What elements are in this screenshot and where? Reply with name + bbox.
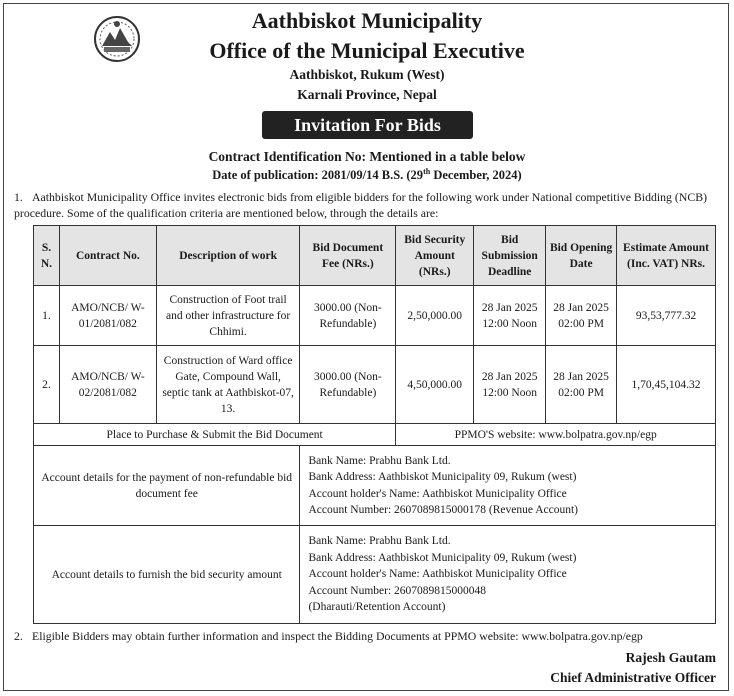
security-account-details — [300, 526, 716, 624]
publication-date: Date of publication: 2081/09/14 B.S. (29th December, 2024) — [212, 167, 522, 183]
cell-opening: 28 Jan 2025 02:00 PM — [546, 286, 617, 346]
col-header-doc-fee: Bid Document Fee (NRs.) — [300, 226, 396, 286]
fee-bank-name: Bank Name: Prabhu Bank Ltd. — [308, 454, 451, 467]
col-header-opening: Bid Opening Date — [546, 226, 617, 286]
contract-id-line: Contract Identification No: Mentioned in a table below — [208, 149, 526, 164]
signatory-name: Rajesh Gautam — [625, 650, 716, 665]
cell-sn: 2. — [34, 346, 60, 424]
bids-table — [33, 225, 716, 624]
paragraph-2-text: Eligible Bidders may obtain further information and inspect the Bidding Documents at PPMO website: www.bolpatra.gov.np/egp — [32, 629, 643, 643]
invitation-banner: Invitation For Bids — [262, 111, 473, 139]
security-account-holder: Account holder's Name: Aathbiskot Municipality Office — [308, 568, 567, 581]
cell-description: Construction of Ward office Gate, Compound Wall, septic tank at Aathbiskot-07, 13. — [156, 346, 300, 424]
security-bank-address: Bank Address: Aathbiskot Municipality 09, Rukum (west) — [308, 551, 577, 564]
col-header-sn: S. N. — [34, 226, 60, 286]
address-line: Aathbiskot, Rukum (West) — [289, 67, 445, 82]
paragraph-1-text: Aathbiskot Municipality Office invites electronic bids from eligible bidders for the following work under National competitive Bidding (NCB) procedure. Some of the qualification criteria are mentioned below, through the details are: — [14, 190, 708, 220]
fee-account-details — [300, 446, 716, 526]
security-bank-name: Bank Name: Prabhu Bank Ltd. — [308, 535, 451, 548]
security-account-label: Account details to furnish the bid security amount — [34, 526, 300, 624]
table-row — [34, 346, 716, 424]
cell-contract: AMO/NCB/ W-02/2081/082 — [59, 346, 156, 424]
cell-security: 4,50,000.00 — [396, 346, 474, 424]
security-account-row — [34, 526, 716, 624]
signatory-title: Chief Administrative Officer — [550, 670, 716, 685]
table-row — [34, 286, 716, 346]
cell-estimate: 1,70,45,104.32 — [617, 346, 716, 424]
fee-account-holder: Account holder's Name: Aathbiskot Municipality Office — [308, 487, 567, 500]
fee-account-row — [34, 446, 716, 526]
fee-bank-address: Bank Address: Aathbiskot Municipality 09, Rukum (west) — [308, 471, 577, 483]
cell-estimate: 93,53,777.32 — [617, 286, 716, 346]
paragraph-1-number: 1. — [14, 190, 23, 204]
cell-deadline: 28 Jan 2025 12:00 Noon — [474, 286, 546, 346]
cell-description: Construction of Foot trail and other infrastructure for Chhimi. — [156, 286, 300, 346]
office-title: Office of the Municipal Executive — [209, 38, 525, 63]
fee-account-label: Account details for the payment of non-refundable bid document fee — [34, 446, 300, 526]
cell-doc-fee: 3000.00 (Non-Refundable) — [300, 346, 396, 424]
cell-opening: 28 Jan 2025 02:00 PM — [546, 346, 617, 424]
org-name: Aathbiskot Municipality — [251, 8, 483, 33]
cell-security: 2,50,000.00 — [396, 286, 474, 346]
cell-deadline: 28 Jan 2025 12:00 Noon — [474, 346, 546, 424]
fee-account-number: Account Number: 2607089815000178 (Revenue Account) — [308, 504, 578, 516]
cell-sn: 1. — [34, 286, 60, 346]
purchase-link[interactable]: PPMO'S website: www.bolpatra.gov.np/egp — [396, 424, 716, 446]
purchase-label: Place to Purchase & Submit the Bid Document — [34, 424, 396, 446]
paragraph-2-number: 2. — [14, 629, 23, 643]
cell-contract: AMO/NCB/ W-01/2081/082 — [59, 286, 156, 346]
table-header-row — [34, 226, 716, 286]
col-header-description: Description of work — [156, 226, 300, 286]
col-header-estimate: Estimate Amount (Inc. VAT) NRs. — [617, 226, 716, 286]
province-line: Karnali Province, Nepal — [297, 87, 437, 102]
col-header-contract: Contract No. — [59, 226, 156, 286]
purchase-row — [34, 424, 716, 446]
cell-doc-fee: 3000.00 (Non-Refundable) — [300, 286, 396, 346]
security-account-number: Account Number: 2607089815000048 — [308, 584, 487, 597]
paragraph-1 — [14, 189, 720, 221]
security-account-note: (Dharauti/Retention Account) — [308, 601, 446, 614]
paragraph-2 — [14, 628, 720, 644]
col-header-security: Bid Security Amount (NRs.) — [396, 226, 474, 286]
col-header-deadline: Bid Submission Deadline — [474, 226, 546, 286]
